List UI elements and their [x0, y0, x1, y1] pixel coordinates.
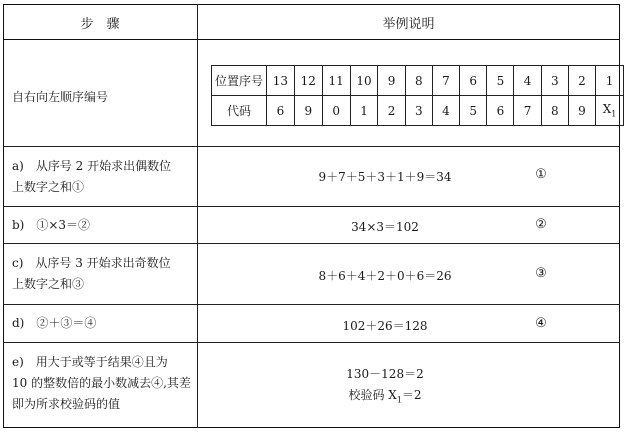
- step-d: d) ②＋③＝④: [12, 316, 97, 330]
- example-e-suffix: ＝2: [401, 388, 422, 402]
- position-cell: 8: [405, 66, 432, 96]
- position-cell: 12: [294, 66, 322, 96]
- code-cell: 2: [378, 96, 405, 126]
- step-e-line3: 即为所求校验码的值: [12, 397, 121, 411]
- code-cell: 5: [460, 96, 487, 126]
- example-e-line2: [300, 386, 470, 404]
- step-c-line1: c) 从序号 3 开始求出奇数位: [12, 256, 171, 270]
- position-cell: 4: [514, 66, 541, 96]
- header-steps: 步 骤: [80, 17, 120, 32]
- position-cell: 1: [596, 66, 624, 96]
- step-b: b) ①×3＝②: [12, 218, 91, 232]
- column-divider: [197, 4, 198, 428]
- row-divider: [3, 146, 620, 147]
- code-cell-check: [596, 96, 624, 126]
- step-numbering-label: 自右向左顺序编号: [12, 90, 109, 104]
- code-cell: 9: [294, 96, 322, 126]
- position-cell: 7: [432, 66, 459, 96]
- position-cell: 9: [378, 66, 405, 96]
- example-a: 9＋7＋5＋3＋1＋9＝34: [318, 170, 452, 184]
- code-cell: 0: [322, 96, 350, 126]
- example-d: 102＋26＝128: [342, 319, 428, 333]
- example-e-prefix: 校验码 X: [348, 388, 397, 402]
- code-cell: 3: [405, 96, 432, 126]
- step-a-line2: 上数字之和①: [12, 180, 85, 194]
- step-e-line2: 10 的整数倍的最小数减去④,其差: [12, 376, 191, 390]
- header-divider: [3, 39, 620, 40]
- code-row: [212, 96, 624, 126]
- step-c-line2: 上数字之和③: [12, 277, 85, 291]
- position-cell: 11: [322, 66, 350, 96]
- step-c: [12, 253, 194, 295]
- code-row-label: 代码: [212, 96, 267, 126]
- check-digit-subscript: 1: [611, 109, 617, 119]
- position-table: [211, 65, 624, 126]
- code-cell: 6: [266, 96, 294, 126]
- position-cell: 3: [541, 66, 568, 96]
- position-cell: 10: [350, 66, 378, 96]
- code-cell: 7: [514, 96, 541, 126]
- header-example: 举例说明: [382, 17, 435, 32]
- example-e-line1: 130－128＝2: [346, 367, 424, 381]
- marker-c: ③: [535, 266, 547, 281]
- example-e-subscript: 1: [396, 395, 402, 405]
- position-cell: 5: [487, 66, 514, 96]
- example-c: 8＋6＋4＋2＋0＋6＝26: [318, 269, 452, 283]
- step-e-line1: e) 用大于或等于结果④且为: [12, 355, 168, 369]
- position-row: [212, 66, 624, 96]
- step-a: [12, 156, 194, 198]
- position-cell: 2: [568, 66, 595, 96]
- marker-a: ①: [535, 167, 547, 182]
- position-row-label: 位置序号: [212, 66, 267, 96]
- code-cell: 9: [568, 96, 595, 126]
- row-divider: [3, 304, 620, 305]
- position-cell: 6: [460, 66, 487, 96]
- marker-d: ④: [535, 316, 547, 331]
- example-b: 34×3＝102: [351, 220, 419, 234]
- row-divider: [3, 243, 620, 244]
- code-cell: 1: [350, 96, 378, 126]
- code-cell: 6: [487, 96, 514, 126]
- code-cell: 8: [541, 96, 568, 126]
- position-cell: 13: [266, 66, 294, 96]
- step-a-line1: a) 从序号 2 开始求出偶数位: [12, 159, 172, 173]
- marker-b: ②: [535, 217, 547, 232]
- code-cell: 4: [432, 96, 459, 126]
- row-divider: [3, 206, 620, 207]
- row-divider: [3, 342, 620, 343]
- check-digit-symbol: X: [602, 102, 612, 117]
- step-e: [12, 352, 194, 415]
